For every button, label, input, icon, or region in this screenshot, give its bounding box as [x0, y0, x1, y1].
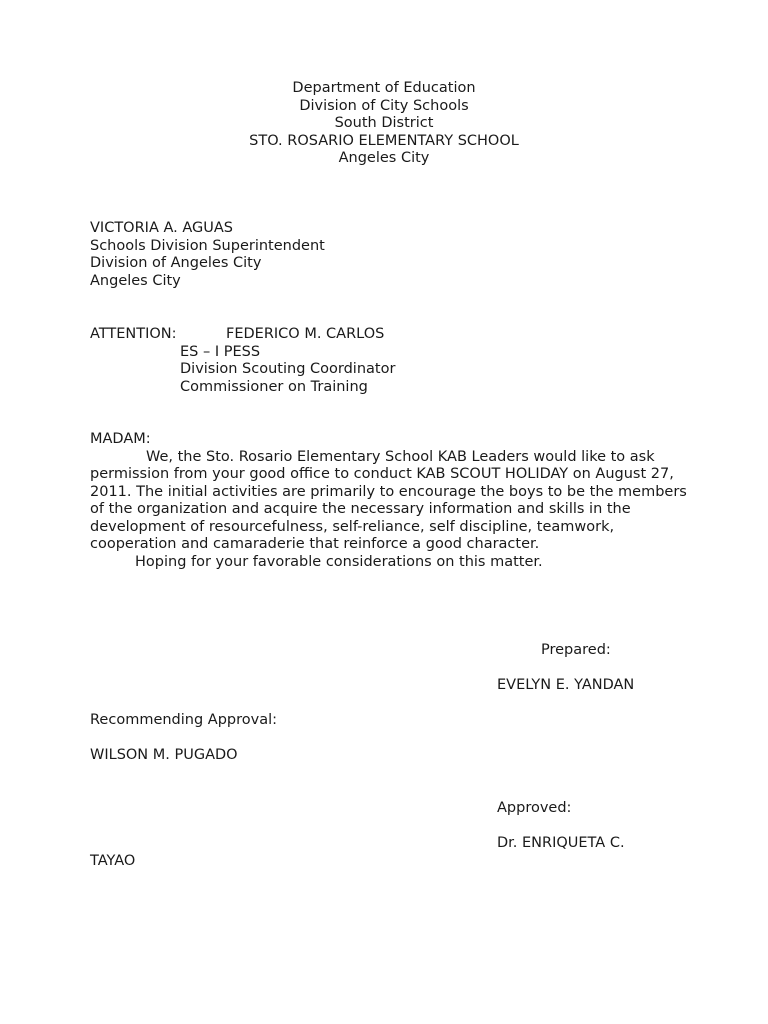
- addressee-title: Schools Division Superintendent: [90, 237, 325, 254]
- recommending-name: WILSON M. PUGADO: [90, 747, 238, 763]
- attention-commission: Commissioner on Training: [180, 378, 368, 395]
- approved-label: Approved:: [497, 800, 572, 816]
- recommending-label: Recommending Approval:: [90, 712, 278, 728]
- letterhead: [0, 80, 768, 168]
- school-city: Angeles City: [338, 150, 430, 166]
- attention-label: ATTENTION:: [90, 326, 177, 342]
- approved-name-line2: TAYAO: [90, 853, 136, 869]
- district-line: South District: [334, 115, 434, 131]
- addressee-office: Division of Angeles City: [90, 255, 262, 271]
- attention-role: Division Scouting Coordinator: [180, 361, 396, 377]
- addressee-name: VICTORIA A. AGUAS: [90, 220, 233, 236]
- prepared-label: Prepared:: [541, 642, 611, 658]
- body-paragraph-1: We, the Sto. Rosario Elementary School KAB Leaders would like to ask permission from your good office to conduct KAB SCOUT HOLIDAY on August 27, 2011. The initial activities are primarily to encourage the boys to be the members of the organization and acquire the necessary information and skills in the development of resourcefulness, self-reliance, self discipline, teamwork, cooperation and camaraderie that reinforce a good character.: [90, 448, 687, 552]
- approved-name-line1: Dr. ENRIQUETA C.: [497, 835, 625, 851]
- attention-name: FEDERICO M. CARLOS: [226, 326, 385, 342]
- letter-body: [90, 431, 690, 571]
- addressee-block: [90, 220, 325, 290]
- addressee-city: Angeles City: [90, 272, 181, 289]
- department-line: Department of Education: [292, 80, 476, 96]
- prepared-name: EVELYN E. YANDAN: [497, 677, 635, 693]
- salutation: MADAM:: [90, 431, 151, 447]
- body-paragraph-2: Hoping for your favorable considerations on this matter.: [135, 553, 543, 570]
- school-name: STO. ROSARIO ELEMENTARY SCHOOL: [249, 132, 519, 149]
- attention-position: ES – I PESS: [180, 343, 261, 360]
- division-line: Division of City Schools: [299, 97, 469, 114]
